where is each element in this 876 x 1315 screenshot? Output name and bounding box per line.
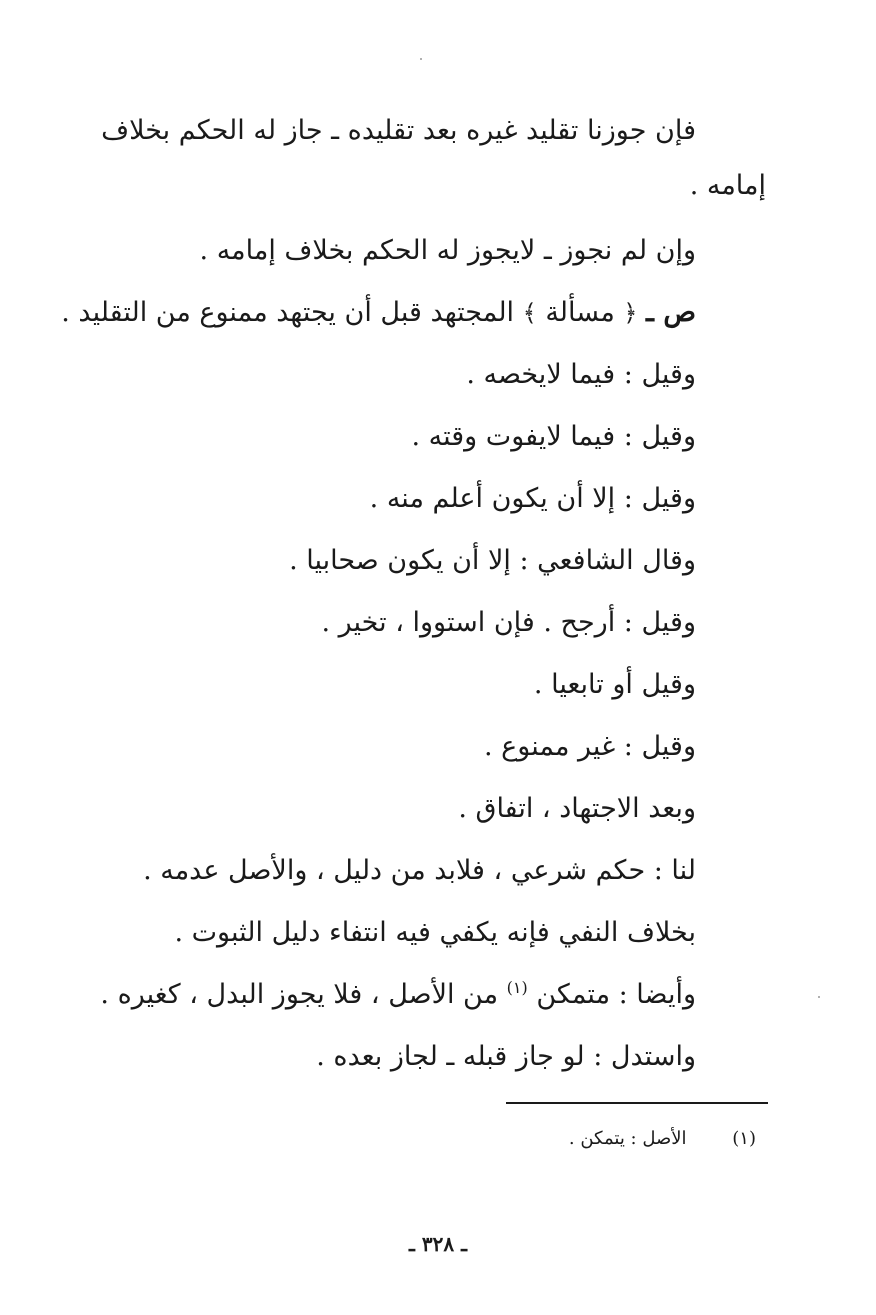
issue-heading-line [61,282,696,344]
issue-prefix: ص ـ [646,297,696,328]
footnote-reference[interactable]: (١) [506,978,528,997]
issue-text: المجتهد قبل أن يجتهد ممنوع من التقليد . [61,297,515,328]
footnoted-line-after: من الأصل ، فلا يجوز البدل ، كغيره . [100,979,499,1010]
text-line-2: إمامه . [689,170,766,201]
issue-label: مسألة [545,297,615,328]
footnote-divider [506,1102,768,1104]
text-line-13: لنا : حكم شرعي ، فلابد من دليل ، والأصل عدمه . [143,855,696,886]
footnote [569,1128,756,1149]
text-line-9: وقيل : أرجح . فإن استووا ، تخير . [321,607,696,638]
text-line-3: وإن لم نجوز ـ لايجوز له الحكم بخلاف إمامه . [199,235,696,266]
text-line-8: وقال الشافعي : إلا أن يكون صحابيا . [289,545,696,576]
footnoted-line-before: وأيضا : متمكن [536,979,696,1010]
footnote-number: (١) [732,1128,756,1149]
scan-speck [420,58,422,60]
scan-speck [818,996,820,998]
page-number: ـ ٣٢٨ ـ [409,1232,467,1256]
footnoted-line [96,964,696,1026]
text-line-14: بخلاف النفي فإنه يكفي فيه انتفاء دليل الثبوت . [174,917,696,948]
text-line-16: واستدل : لو جاز قبله ـ لجاز بعده . [316,1041,696,1072]
text-line-6: وقيل : فيما لايفوت وقته . [411,421,696,452]
text-line-7: وقيل : إلا أن يكون أعلم منه . [369,483,696,514]
text-line-12: وبعد الاجتهاد ، اتفاق . [458,793,696,824]
text-line-10: وقيل أو تابعيا . [533,669,696,700]
footnote-text: الأصل : يتمكن . [568,1128,687,1149]
text-line-5: وقيل : فيما لايخصه . [466,359,696,390]
main-text [61,100,766,1088]
ornament-close-icon: ﴾ [522,299,537,327]
text-line-11: وقيل : غير ممنوع . [484,731,696,762]
text-line-1: فإن جوزنا تقليد غيره بعد تقليده ـ جاز له الحكم بخلاف [101,115,696,146]
ornament-open-icon: ﴿ [623,299,638,327]
